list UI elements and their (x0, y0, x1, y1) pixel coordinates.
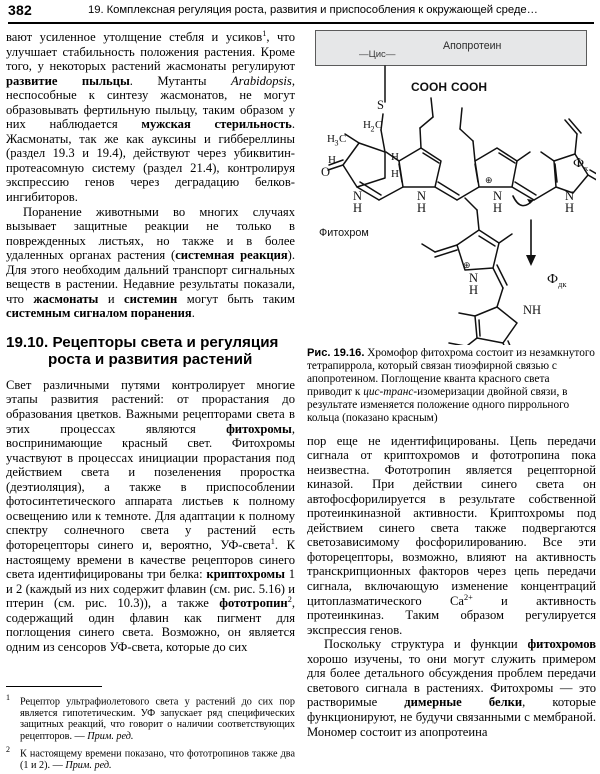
phi-red-label: Ф (573, 156, 585, 171)
svg-text:C: C (339, 133, 347, 145)
phytochrome-label: Фитохром (319, 227, 369, 239)
label-hydrogen: H (391, 168, 399, 180)
label-hydrogen: H (328, 154, 336, 166)
footnote (6, 744, 295, 771)
paragraph: вают усиленное утолщение стебля и усиков$^1$, что улучшает стабильность положения растения. Кроме того, у некоторых растений жасмонаты регулируют развитие пыльцы. Мутанты Arabidopsis, неспособные к синтезу жасмонатов, не могут образовывать фертильную пыльцу, таким образом у них наблюдается мужская стерильность. Жасмонаты, так же как ауксины и гиббереллины (раздел 19.3 и 19.4), действуют через убиквитин-протеасомную систему (раздел 21.4), контролируя экспрессию генов через деградацию белков-ингибиторов. (6, 28, 295, 205)
footnote-marker: 1 (6, 693, 10, 702)
label-sulfur: S (377, 98, 384, 112)
phi-red-subscript: к (584, 163, 589, 173)
label-carboxyl: COOH (411, 80, 447, 94)
label-nitrogen: N (493, 189, 503, 203)
label-nitrogen: N (565, 189, 575, 203)
paragraph: Свет различными путями контролирует многие этапы развития растений: от прорастания до образования цветков. Важными рецепторами света в этих процессах являются фитохромы, воспринимающие красный свет. Фитохромы участвуют в процессах инициации прорастания под действием света и позеленения проростка (деэтиоляция), а также в приспособлении фотосинтетического аппарата листьев к полному освещению или к темноте. Для адаптации к полному спектру солнечного света у растений есть фоторецепторы синего и, вероятно, УФ-света$^1$. К настоящему времени в качестве рецепторов синего света идентифицированы три белка: криптохромы 1 и 2 (каждый из них содержит флавин (см. рис. 5.16) и птерин (см. рис. 10.3)), а также фототропин$^2$, содержащий один флавин как пигмент для поглощения синего света. Возможно, он является одним из сенсоров УФ-света, которые до сих (6, 377, 296, 654)
chromophore-structure-diagram (307, 30, 596, 345)
label-nitrogen: N (417, 189, 427, 203)
running-head: 19. Комплексная регуляция роста, развития и приспособления к окружающей среде… (88, 4, 538, 16)
figure-caption-text: Хромофор фитохрома состоит из незамкнутого тетрапиррола, который связан тиоэфирной связью с апопротеином. Поглощение кванта красного света приводит к цис-транс-изомеризации двойной связи, в результате изменяется положение одного пиррольного кольца (показано красным) (307, 347, 595, 425)
phi-farred-subscript: дк (558, 279, 567, 289)
label-positive-charge: ⊕ (463, 260, 471, 270)
footnote-text: Рецептор ультрафиолетового света у растений до сих пор является гипотетическим. УФ запускает ряд специфических защитных реакций, что говорит о наличии соответствующих рецепторов. — Прим. ред. (20, 696, 295, 742)
label-hydrogen: H (565, 201, 575, 215)
label-hydrogen: H (493, 201, 503, 215)
footnotes (6, 692, 295, 774)
label-nitrogen: N (469, 271, 479, 285)
page-number: 382 (8, 2, 32, 18)
label-nitrogen: N (353, 189, 363, 203)
footnote (6, 692, 295, 742)
paragraph: Поскольку структура и функции фитохромов хорошо изучены, то они могут служить примером для более детального обсуждения проблем передачи светового сигнала в растениях. Фитохромы — это растворимые димерные белки, которые функционируют, не будучи связанными с мембраной. Мономер состоит из апопротеина (307, 637, 597, 739)
apoprotein-label: Апопротеин (443, 40, 502, 52)
label-carboxyl: COOH (451, 80, 487, 94)
label-hydrogen: H (391, 151, 399, 163)
phi-farred-label: Ф (547, 272, 559, 287)
label-positive-charge: ⊕ (485, 175, 493, 185)
footnote-marker: 2 (6, 745, 10, 755)
figure-19-16 (307, 30, 596, 345)
section-heading-line1: 19.10. Рецепторы света и регуляция (6, 333, 279, 351)
footnote-divider (6, 686, 102, 687)
figure-caption (307, 347, 596, 426)
label-hydrogen: H (353, 201, 363, 215)
section-heading (6, 334, 295, 369)
svg-text:C: C (375, 119, 383, 131)
label-hydrogen: H (417, 201, 427, 215)
label-methyl: H (327, 133, 335, 145)
figure-number: Рис. 19.16. (307, 347, 365, 359)
section-heading-line2: роста и развития растений (48, 351, 253, 369)
paragraph: пор еще не идентифицированы. Цепь передачи сигнала от криптохромов и фототропина пока неизвестна. Фототропин является рецепторной киназой. При действии синего света он автофосфорилируется в результате собственной протеинкиназной активности. Криптохромы под действием синего света также подвергаются светозависимому фосфорилированию. Все эти фоторецепторы, возможно, влияют на активность транскрипционных факторов через цепь передачи сигнала, включающую изменение концентраций цитоплазматического $Ca^{2+}$ и активность протеинкиназ. Таким образом регулируется экспрессия генов. (307, 433, 596, 637)
cysteine-label: —Цис— (359, 49, 396, 60)
label-hydrogen: H (469, 283, 479, 297)
label-oxygen: O (321, 165, 331, 179)
footnote-text: К настоящему времени показано, что фототропинов также два (1 и 2). — Прим. ред. (20, 748, 295, 772)
paragraph: Поранение животными во многих случаях вызывает защитные реакции не только в поврежденных листьях, но также и в более удаленных органах растения (системная реакция). Для этого необходим дальний транспорт сигнальных веществ в растении. Недавние результаты показали, что жасмонаты и системин могут быть таким системным сигналом поранения. (6, 204, 295, 321)
svg-text:2: 2 (370, 124, 375, 134)
label-nitrogen-h: NH (523, 303, 542, 317)
right-column (307, 30, 596, 739)
svg-text:3: 3 (334, 138, 339, 148)
label-methylene: H (363, 119, 371, 131)
left-column (6, 30, 295, 654)
header-divider (8, 22, 594, 24)
